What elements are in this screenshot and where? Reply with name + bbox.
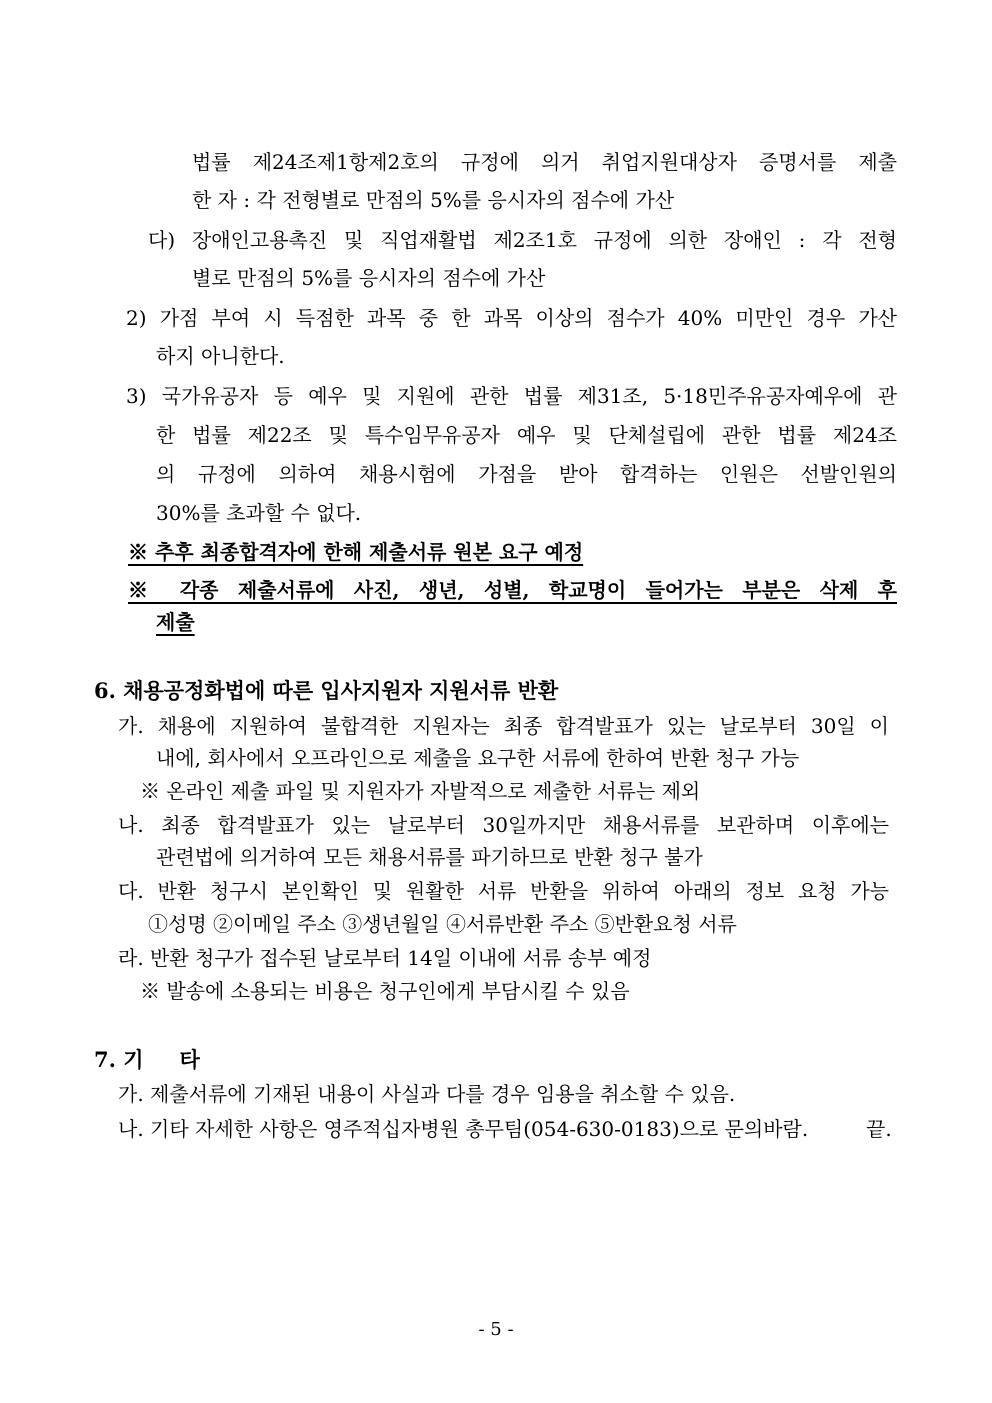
bonus-rule-3-line-3: 의 규정에 의하여 채용시험에 가점을 받아 합격하는 인원은 선발인원의 xyxy=(156,462,897,486)
law-continuation-line-2: 한 자 : 각 전형별로 만점의 5%를 응시자의 점수에 가산 xyxy=(192,188,675,212)
law-continuation-line-1: 법률 제24조제1항제2호의 규정에 의거 취업지원대상자 증명서를 제출 xyxy=(192,150,897,174)
disability-clause-line-2: 별로 만점의 5%를 응시자의 점수에 가산 xyxy=(192,266,546,290)
end-mark: 끝. xyxy=(866,1117,892,1141)
section-7-item-na: 나. 기타 자세한 사항은 영주적십자병원 총무팀(054-630-0183)으로 문의바람. xyxy=(118,1117,809,1141)
section-6-item-ra-note: ※ 발송에 소용되는 비용은 청구인에게 부담시킬 수 있음 xyxy=(140,979,630,1003)
section-6-item-da-line-2: ①성명 ②이메일 주소 ③생년월일 ④서류반환 주소 ⑤반환요청 서류 xyxy=(148,912,737,936)
section-7-heading xyxy=(94,1046,200,1074)
section-6-item-ga-note: ※ 온라인 제출 파일 및 지원자가 자발적으로 제출한 서류는 제외 xyxy=(140,779,701,803)
redaction-note-line-2: 제출 xyxy=(156,610,195,634)
bonus-rule-2-line-1: 2) 가점 부여 시 득점한 과목 중 한 과목 이상의 점수가 40% 미만인 경우 가산 xyxy=(126,306,897,330)
section-7-item-ga: 가. 제출서류에 기재된 내용이 사실과 다를 경우 임용을 취소할 수 있음. xyxy=(118,1082,736,1106)
bonus-rule-2-line-2: 하지 아니한다. xyxy=(156,344,285,368)
section-6-item-ra-line-1: 라. 반환 청구가 접수된 날로부터 14일 이내에 서류 송부 예정 xyxy=(118,946,652,970)
bonus-rule-3-line-1: 3) 국가유공자 등 예우 및 지원에 관한 법률 제31조, 5·18민주유공자예우에 관 xyxy=(126,384,897,408)
section-6-heading: 6. 채용공정화법에 따른 입사지원자 지원서류 반환 xyxy=(94,678,559,703)
section-6-item-na-line-2: 관련법에 의거하여 모든 채용서류를 파기하므로 반환 청구 불가 xyxy=(156,845,703,869)
disability-clause-line-1: 다) 장애인고용촉진 및 직업재활법 제2조1호 규정에 의한 장애인 : 각 전형 xyxy=(148,228,897,252)
redaction-note-line-1: ※ 각종 제출서류에 사진, 생년, 성별, 학교명이 들어가는 부분은 삭제 후 xyxy=(128,578,897,602)
bonus-rule-3-line-4: 30%를 초과할 수 없다. xyxy=(156,501,362,525)
section-6-item-na-line-1: 나. 최종 합격발표가 있는 날로부터 30일까지만 채용서류를 보관하며 이후에는 xyxy=(118,813,889,837)
section-7-heading-number: 7. 기 xyxy=(94,1047,144,1072)
original-documents-note: ※ 추후 최종합격자에 한해 제출서류 원본 요구 예정 xyxy=(128,540,584,564)
section-6-item-da-line-1: 다. 반환 청구시 본인확인 및 원활한 서류 반환을 위하여 아래의 정보 요청 가능 xyxy=(118,879,889,903)
section-6-item-ga-line-2: 내에, 회사에서 오프라인으로 제출을 요구한 서류에 한하여 반환 청구 가능 xyxy=(156,746,800,770)
page-number: - 5 - xyxy=(478,1319,514,1340)
section-7-heading-end: 타 xyxy=(179,1047,200,1072)
bonus-rule-3-line-2: 한 법률 제22조 및 특수임무유공자 예우 및 단체설립에 관한 법률 제24조 xyxy=(156,423,897,447)
section-6-item-ga-line-1: 가. 채용에 지원하여 불합격한 지원자는 최종 합격발표가 있는 날로부터 30일 이 xyxy=(118,714,889,738)
